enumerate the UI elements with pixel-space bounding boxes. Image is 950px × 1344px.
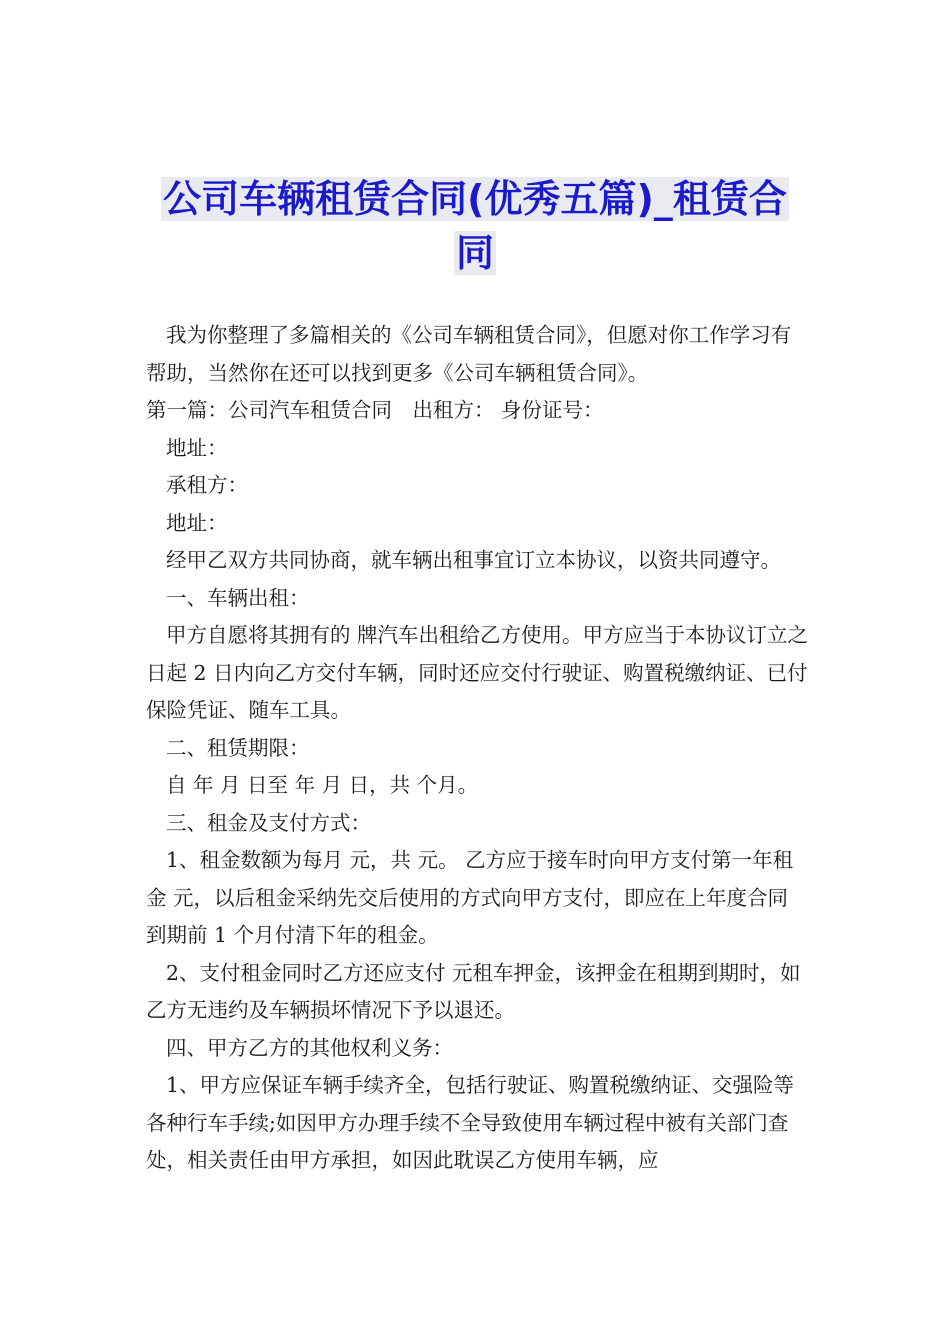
paragraph-section-3-item-2: 2、支付租金同时乙方还应支付 元租车押金，该押金在租期到期时，如乙方无违约及车辆损坏情况下予以退还。 [146,960,801,1022]
paragraph-lessor-address: 地址： [166,435,228,460]
paragraph-chapter-one: 第一篇：公司汽车租赁合同 出租方： 身份证号： [146,398,604,422]
paragraph-lessee: 承租方： [166,473,248,497]
document-body [146,317,808,1180]
heading-section-1: 一、车辆出租： [166,585,310,610]
paragraph-section-3-item-1: 1、租金数额为每月 元，共 元。 乙方应于接车时向甲方支付第一年租金 元，以后租金采纳先交后使用的方式向甲方支付，即应在上年度合同到期前 1 个月付清下年的租金。 [146,848,794,947]
paragraph-section-4-item-1: 1、甲方应保证车辆手续齐全，包括行驶证、购置税缴纳证、交强险等各种行车手续;如因甲方办理手续不全导致使用车辆过程中被有关部门查处，相关责任由甲方承担，如因此耽误乙方使用车辆，应 [146,1073,795,1172]
paragraph-section-2: 自 年 月 日至 年 月 日，共 个月。 [166,773,479,797]
document-title: 公司车辆租赁合同(优秀五篇)_租赁合同 [163,177,787,275]
paragraph-lessee-address: 地址： [166,510,228,535]
title-block [150,172,800,280]
paragraph-section-1: 甲方自愿将其拥有的 牌汽车出租给乙方使用。甲方应当于本协议订立之日起 2 日内向乙方交付车辆，同时还应交付行驶证、购置税缴纳证、已付保险凭证、随车工具。 [146,623,809,722]
paragraph-preamble: 经甲乙双方共同协商，就车辆出租事宜订立本协议，以资共同遵守。 [166,548,781,572]
paragraph-intro: 我为你整理了多篇相关的《公司车辆租赁合同》，但愿对你工作学习有帮助，当然你在还可以找到更多《公司车辆租赁合同》。 [146,323,792,385]
heading-section-3: 三、租金及支付方式： [166,810,371,835]
heading-section-4: 四、甲方乙方的其他权利义务： [166,1035,453,1060]
heading-section-2: 二、租赁期限： [166,735,310,760]
